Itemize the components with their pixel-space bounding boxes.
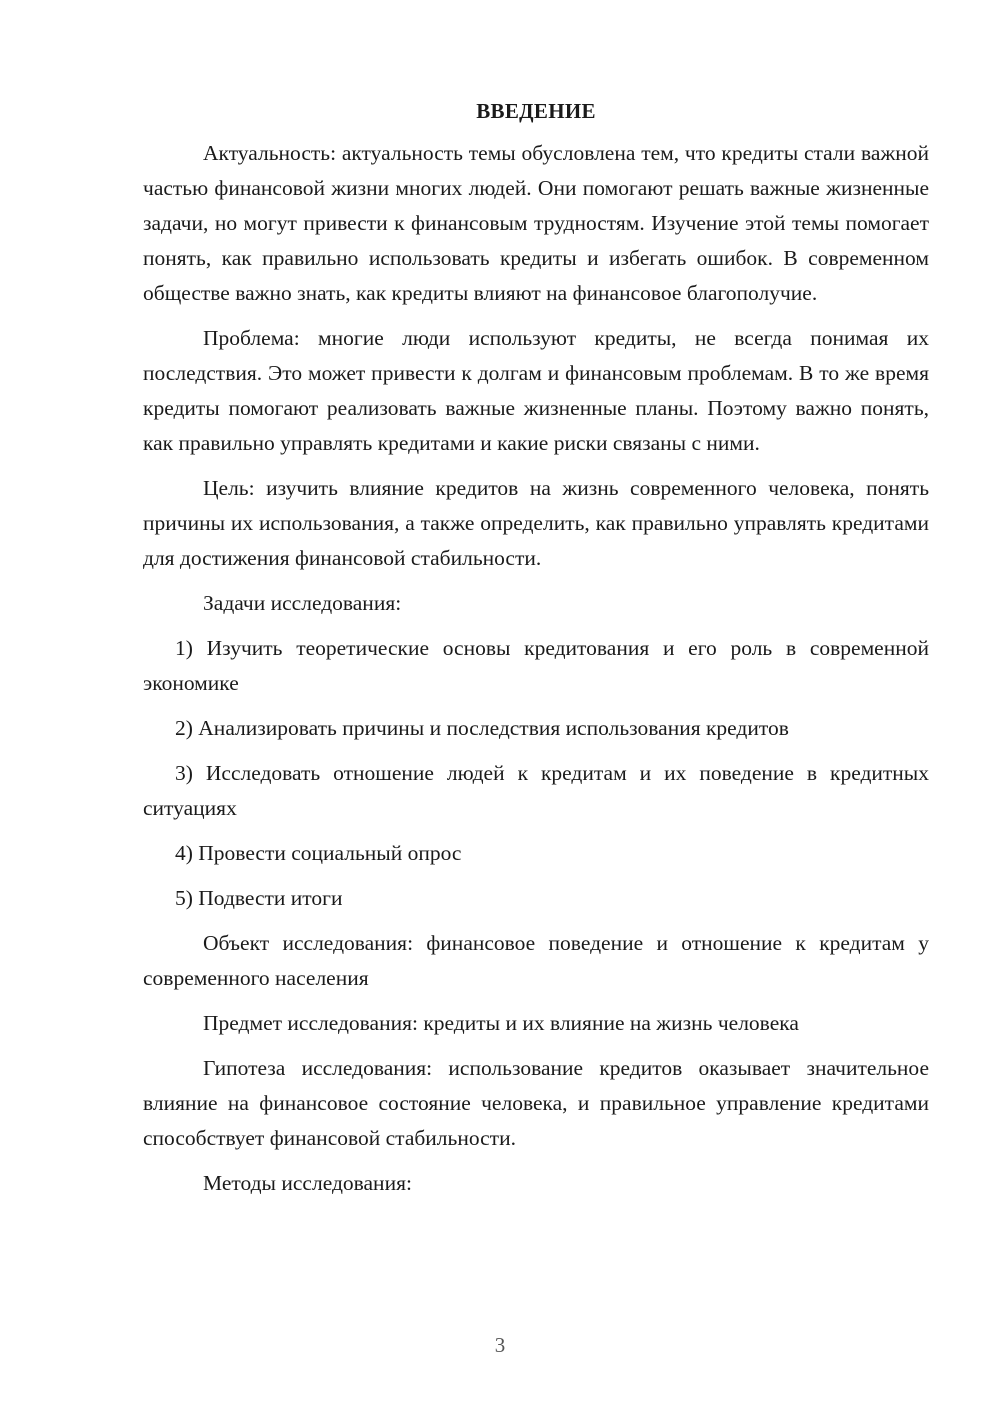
section-title: ВВЕДЕНИЕ: [476, 99, 596, 123]
methods-heading: Методы исследования:: [203, 1171, 412, 1195]
hypothesis-paragraph: Гипотеза исследования: использование кредитов оказывает значительное влияние на финансовое состояние человека, и правильное управление кредитами способствует финансовой стабильности.: [143, 1056, 929, 1150]
tasks-heading: Задачи исследования:: [203, 591, 402, 615]
task-item: 2) Анализировать причины и последствия использования кредитов: [175, 716, 789, 740]
page-number: 3: [494, 1333, 506, 1357]
relevance-paragraph: Актуальность: актуальность темы обусловлена тем, что кредиты стали важной частью финансовой жизни многих людей. Они помогают решать важные жизненные задачи, но могут привести к финансовым трудностям. Изучение этой темы помогает понять, как правильно использовать кредиты и избегать ошибок. В современном обществе важно знать, как кредиты влияют на финансовое благополучие.: [143, 141, 929, 305]
task-item: 4) Провести социальный опрос: [175, 841, 462, 865]
goal-paragraph: Цель: изучить влияние кредитов на жизнь современного человека, понять причины их использования, а также определить, как правильно управлять кредитами для достижения финансовой стабильности.: [143, 476, 929, 570]
task-item: 1) Изучить теоретические основы кредитования и его роль в современной экономике: [143, 636, 929, 695]
page-content: [143, 94, 929, 1211]
task-item: 3) Исследовать отношение людей к кредитам и их поведение в кредитных ситуациях: [143, 761, 929, 820]
subject-paragraph: Предмет исследования: кредиты и их влияние на жизнь человека: [203, 1011, 799, 1035]
object-paragraph: Объект исследования: финансовое поведение и отношение к кредитам у современного населения: [143, 931, 929, 990]
problem-paragraph: Проблема: многие люди используют кредиты, не всегда понимая их последствия. Это может привести к долгам и финансовым проблемам. В то же время кредиты помогают реализовать важные жизненные планы. Поэтому важно понять, как правильно управлять кредитами и какие риски связаны с ними.: [143, 326, 929, 455]
task-item: 5) Подвести итоги: [175, 886, 343, 910]
